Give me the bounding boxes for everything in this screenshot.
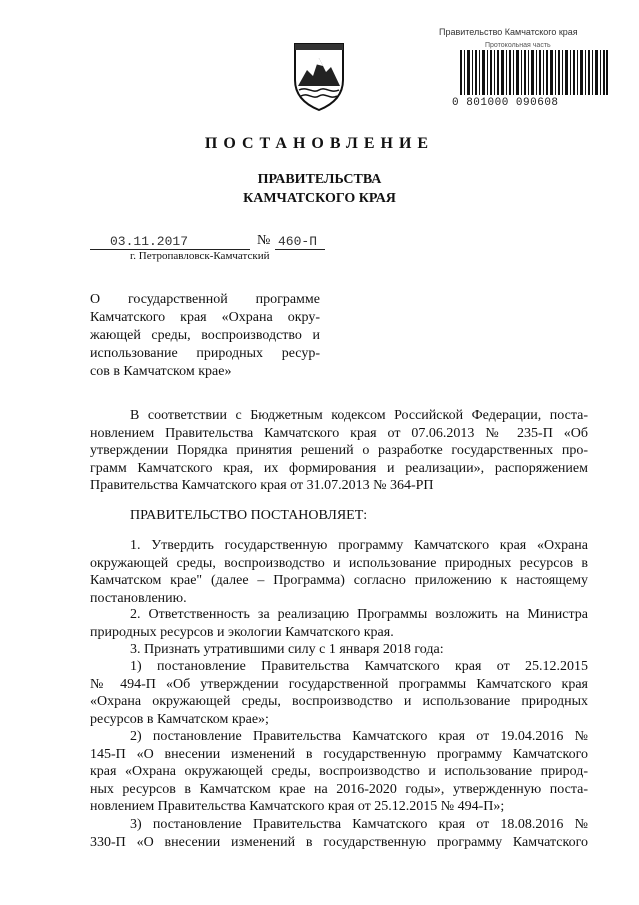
paragraph-line: новлением Правительства Камчатского края от 07.06.2013 № 235-П «Об <box>90 425 588 441</box>
preamble-paragraph <box>90 407 588 495</box>
subitem-3-paragraph <box>90 816 588 851</box>
subitem-1-paragraph <box>90 658 588 728</box>
paragraph-line: «Охрана окружающей среды, воспроизводство и использование природных <box>90 694 588 710</box>
paragraph-line: 1. Утвердить государственную программу Камчатского края «Охрана <box>130 538 588 553</box>
document-number: 460-П <box>278 234 318 249</box>
paragraph-line: 3) постановление Правительства Камчатского края от 18.08.2016 № <box>130 817 588 832</box>
subject-line: жающей среды, воспроизводство и <box>90 328 320 343</box>
stamp-part-label: Протокольная часть <box>485 42 551 49</box>
subject-line: использование природных ресур- <box>90 346 320 361</box>
number-sign: № <box>257 233 271 248</box>
paragraph-line: Камчатском крае" (далее – Программа) согласно приложению к настоящему <box>90 573 588 589</box>
paragraph-line: 1) постановление Правительства Камчатского края от 25.12.2015 <box>130 659 588 674</box>
paragraph-line: грамм Камчатского края, их формирования и реализации», распоряжением <box>90 460 588 476</box>
paragraph-line: окружающей среды, воспроизводство и использование природных ресурсов в <box>90 555 588 571</box>
stamp-organization: Правительство Камчатского края <box>439 27 578 37</box>
paragraph-line: № 494-П «Об утверждении государственной программы Камчатского края <box>90 676 588 692</box>
paragraph-line: утверждении Порядка принятия решений о разработке государственных про- <box>90 443 588 459</box>
barcode-image <box>460 50 608 95</box>
coat-of-arms-emblem <box>291 40 347 112</box>
authority-heading <box>0 170 639 208</box>
item-1-paragraph <box>90 537 588 607</box>
subitem-2-paragraph <box>90 728 588 816</box>
item-3-paragraph <box>90 641 588 659</box>
paragraph-line: 145-П «О внесении изменений в государственную программу Камчатского <box>90 746 588 762</box>
paragraph-line: ных ресурсов в Камчатском крае на 2016-2020 годы», утвержденную поста- <box>90 781 588 797</box>
item-2-paragraph <box>90 606 588 641</box>
paragraph-line: края «Охрана окружающей среды, воспроизводство и использование природ- <box>90 764 588 780</box>
paragraph-line: В соответствии с Бюджетным кодексом Российской Федерации, поста- <box>130 408 588 423</box>
subject-line: Камчатского края «Охрана окру- <box>90 310 320 325</box>
barcode-number: 0 801000 090608 <box>452 97 559 109</box>
paragraph-line: 2. Ответственность за реализацию Программы возложить на Министра <box>130 607 588 622</box>
decree-heading: ПРАВИТЕЛЬСТВО ПОСТАНОВЛЯЕТ: <box>130 508 368 523</box>
paragraph-line: 330-П «О внесении изменений в государственную программу Камчатского <box>90 834 588 850</box>
document-date: 03.11.2017 <box>110 234 189 249</box>
paragraph-line: постановлению. <box>90 590 187 606</box>
paragraph-line: природных ресурсов и экологии Камчатского края. <box>90 624 394 640</box>
paragraph-line: ресурсов в Камчатском крае»; <box>90 711 269 727</box>
authority-line-2: КАМЧАТСКОГО КРАЯ <box>243 191 396 206</box>
paragraph-line: Правительства Камчатского края от 31.07.2013 № 364-РП <box>90 478 434 494</box>
subject-line: сов в Камчатском крае» <box>90 364 232 379</box>
number-underline <box>275 249 325 250</box>
paragraph-line: 2) постановление Правительства Камчатского края от 19.04.2016 № <box>130 729 588 744</box>
subject-line: О государственной программе <box>90 292 320 307</box>
document-type-heading: ПОСТАНОВЛЕНИЕ <box>204 135 435 152</box>
paragraph-line: 3. Признать утратившими силу с 1 января 2018 года: <box>130 642 444 657</box>
document-subject <box>90 291 320 381</box>
paragraph-line: новлением Правительства Камчатского края от 25.12.2015 № 494-П»; <box>90 799 505 815</box>
authority-line-1: ПРАВИТЕЛЬСТВА <box>257 172 382 187</box>
city-label: г. Петропавловск-Камчатский <box>130 250 270 262</box>
